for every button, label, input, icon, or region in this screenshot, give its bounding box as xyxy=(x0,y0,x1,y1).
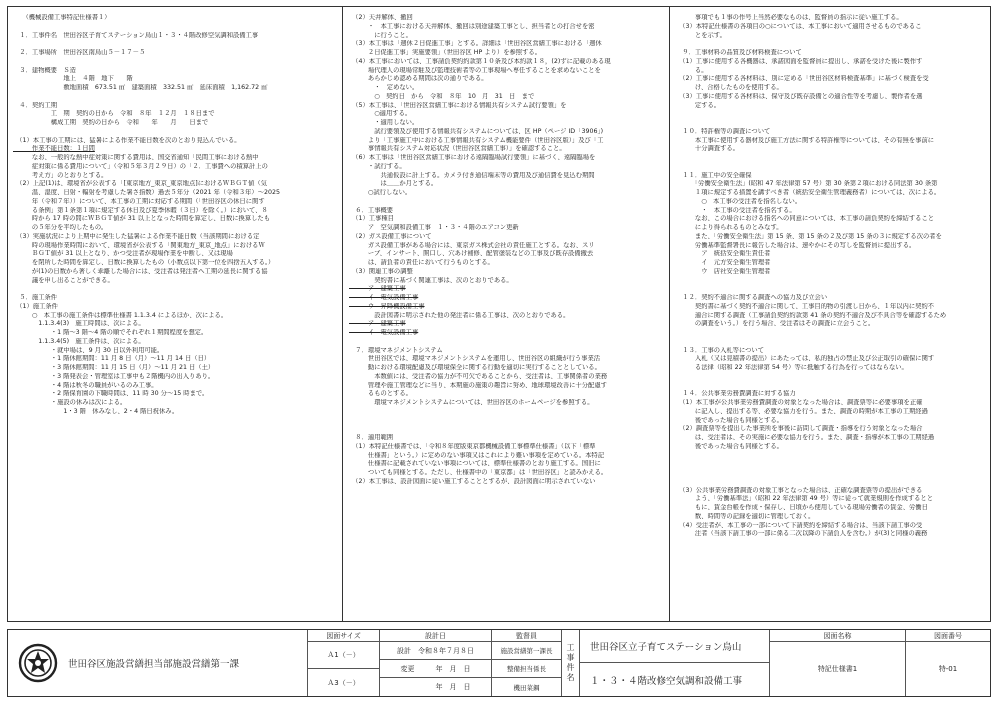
spec-line xyxy=(676,329,985,338)
spec-line: 本工事に使用する器材及び施工方法に関する特許権等については、その有無を事前に xyxy=(676,136,935,144)
spec-line xyxy=(676,373,985,382)
spec-line xyxy=(349,338,663,347)
spec-line: 症対策に係る費用について」（令和５年３月２９日）の「２．工事費への積算計上の xyxy=(13,162,268,170)
spec-line: 世田谷区では、環境マネジメントシステムを運用し、世田谷区の組織が行う事業活 xyxy=(349,355,601,363)
spec-line: １０．特許権等の調査について xyxy=(676,127,771,135)
change-date-2: 年 月 日 xyxy=(380,678,492,696)
spec-line: 動における環境配慮及び環境保全に関する行動を適切に実行することとしている。 xyxy=(349,364,601,371)
spec-line xyxy=(676,40,985,49)
spec-line: 作業不能日数：１日間 xyxy=(13,145,95,153)
spec-line: ウ 店社安全衛生管理者 xyxy=(676,267,771,275)
spec-line: （2）ガス設備工事について xyxy=(349,232,432,240)
spec-line xyxy=(676,469,985,478)
spec-line: を閉所した時間を算定し、日数に換算したもの（小数点以下第一位を四捨五入する。） xyxy=(13,259,275,266)
spec-line: 仕様書」という。）に定めのない事項又はこれにより難い事項を定めている。本特記 xyxy=(349,451,605,459)
spec-line: （2）工事に使用する各材料は、別に定める「世田谷区材料検査基準」に基づく検査を受 xyxy=(676,75,929,83)
spec-line: （4）受注者が、本工事の一部について下請契約を締結する場合は、当該下請工事の受 xyxy=(676,521,923,529)
spec-line: ４．契約工期 xyxy=(13,101,58,109)
spec-line: １２．契約不適合に関する調査への協力及び立会い xyxy=(676,294,828,301)
spec-line xyxy=(349,408,663,417)
spec-line: ３．建物概要 Ｓ造 xyxy=(13,66,76,74)
spec-line: 後であった場合も同様とする。 xyxy=(676,416,783,424)
drawing-number-label: 図面番号 xyxy=(906,630,990,642)
spec-line: ２．工事場所 世田谷区南烏山５－１７－５ xyxy=(13,49,146,56)
spec-line: 設計図書に明示された他の発注者に係る工事は、次のとおりである。 xyxy=(349,311,570,319)
project-line-1 xyxy=(580,630,770,663)
spec-line: 後であった場合も同様とする。 xyxy=(676,442,783,450)
spec-line: なお、一般的な熱中症対策に関する費用は、国交省通知「民間工事における熱中 xyxy=(13,154,259,161)
spec-line: ア 空気調和設備工事 １・３・４階のエアコン更新 xyxy=(349,224,519,231)
spec-line: （2）調査票等を提出した事業所を事後に訪問して調査・指導を行う対象となった場合 xyxy=(676,425,923,433)
spec-line: ○ 本工事の施工条件は標準仕様書 1.1.3.4 によるほか、次による。 xyxy=(13,311,228,319)
spec-line: １３．工事の入札等について xyxy=(676,346,765,354)
spec-line: ２日促進工事」実施要領」（世田谷区 HP より）を参照する。 xyxy=(349,49,541,56)
spec-line: （機械設備工事特記仕様書１） xyxy=(13,14,111,21)
spec-line: により得られるものとみなす。 xyxy=(676,224,783,231)
spec-line: 本数値には、受注者の協力が不可欠であることから、受注者は、工事関係者の業務 xyxy=(349,372,608,380)
spec-line: ＢＧＴ値が 31 以上となり、かつ受注者が現場作業を中断し、又は現場 xyxy=(13,250,233,258)
spec-line: 管理や施工管理などに当り、本期施の施策の趣旨に努め、地球環境改善に十分配慮す xyxy=(349,381,607,389)
spec-line: 時の現場作業時間において、環境省が公表する「関東地方_東京_地点」におけるＷ xyxy=(13,241,265,249)
spec-line: もに、賃金台帳を作成・保存し、日頃から使用している現場労働者の賃金、労働日 xyxy=(676,504,928,511)
spec-line: （5）本工事は、「世田谷区営繕工事における情報共有システム試行要領」を xyxy=(349,101,567,109)
spec-line: ・3 階発表会・管理室は工事中も２階機内の出入りあり。 xyxy=(13,372,215,380)
project-line-2 xyxy=(580,663,770,696)
spec-line: 「労働安全衛生法」(昭和 47 年法律第 57 号）第 30 条第２項における同法第 30 条第 xyxy=(676,180,938,188)
spec-line: る法律（昭和 22 年法律第 54 号）等に抵触する行為を行ってはならない。 xyxy=(676,364,908,371)
spec-line: （3）実施状況により上期中に発生した猛暑による作業不能日数（当該期間における定 xyxy=(13,232,260,240)
spec-line xyxy=(349,198,663,207)
spec-line: また、「労働安全衛生法」第 15 条、第 15 条の２及び第 15 条の３に規定する次の者を xyxy=(676,232,942,240)
spec-line xyxy=(676,119,985,128)
spec-line: 議を申し出ることができる。 xyxy=(13,276,114,284)
spec-line: ガス設備工事がある場合には、東京ガス株式会社の責任施工とする。なお、スリ xyxy=(349,241,595,249)
spec-line: （3）本特記仕様書の各項目の○については、本工事において適用させるものであるこ xyxy=(676,22,922,30)
spec-line: 年（令和７年））について、本工事の工期に対応する期間（「世田谷区の休日に関す xyxy=(13,197,265,205)
size-label: 図面サイズ xyxy=(308,630,380,642)
spec-line: （3）本工事は「週休２日促進工事」とする。詳細は「世田谷区営繕工事における「週休 xyxy=(349,40,602,48)
spec-line: 労働基準監督署長に報告した場合は、速やかにその写しを監督員に提出する。 xyxy=(676,241,916,249)
spec-line: が(1)の日数から著しく乖離した場合には、受注者は発注者へ工期の延長に関する協 xyxy=(13,267,268,275)
spec-line: （2）上記(1)は、環境省が公表する「[東京地方_東京_東京地点]におけるＷＢＧＴ値（気 xyxy=(13,180,267,188)
spec-line: の調査をいう。）を行う場合、受注者はその調査に立会うこと。 xyxy=(676,320,875,328)
spec-line: ・ 定めない。 xyxy=(349,84,419,91)
spec-line: る条例」第１条第１項に規定する休日及び夏季休暇（３日）を除く。）において、８ xyxy=(13,206,268,214)
spec-line: ア 統括安全衛生責任者 xyxy=(676,250,771,258)
spec-line: ○ 契約日 から 令和 ８年 10 月 31 日 まで xyxy=(349,92,535,100)
spec-line: ○適用する。 xyxy=(349,110,412,118)
spec-line: 場代理人の現場常駐及び監理技術者等の工事現場へ専任することを求めないことを xyxy=(349,66,601,74)
title-block xyxy=(7,629,991,697)
spec-line: （2）天井解体、撤回 xyxy=(349,14,413,21)
spec-line: あらかじめ認める期間は次の通りである。 xyxy=(349,75,488,83)
spec-line: 共通仮設に計上する。カメラ付き通信端末等の費用及び通信費を見込む期間 xyxy=(349,171,595,179)
spec-line xyxy=(676,163,985,172)
spec-line xyxy=(13,93,336,102)
supervisor-1: 施設営繕第一課長 xyxy=(492,642,562,660)
setagaya-seal-icon xyxy=(18,643,58,683)
project-name-2: １・３・４階改修空気調和設備工事 xyxy=(590,675,743,687)
supervisor-2: 整備担当係長 xyxy=(492,660,562,678)
spec-line: ア 建築工事 xyxy=(349,320,406,328)
spec-line: るものとする。 xyxy=(349,390,412,398)
spec-column-2 xyxy=(343,6,670,622)
office-name: 世田谷区施設営繕担当部施設営繕第一課 xyxy=(68,659,240,670)
spec-line: イ 電気設備工事 xyxy=(349,294,419,301)
spec-line: ・試行する。 xyxy=(349,162,406,170)
spec-line: 構成工期 契約の日から 令和 年 月 日まで xyxy=(13,119,209,126)
spec-line xyxy=(676,478,985,487)
drawing-number: 特-01 xyxy=(938,665,958,673)
size-a1: Ａ1（－） xyxy=(308,642,380,669)
spec-line: に行うこと。 xyxy=(349,31,412,39)
spec-line: 1.1.3.4(3) 施工時間は、次による。 xyxy=(13,320,145,328)
spec-line: （2）本工事は、設計図面に従い施工することとするが、設計図面に明示されていない xyxy=(349,477,596,485)
spec-column-3 xyxy=(670,6,991,622)
spec-line: １１．施工中の安全確保 xyxy=(676,171,752,179)
spec-line: 試行要領及び使用する情報共有システムについては、区 HP（ページ ID「3906」) xyxy=(349,127,604,135)
spec-line: １４．公共事業労務費調査に対する協力 xyxy=(676,390,796,398)
spec-line: 十分調査する。 xyxy=(676,145,739,153)
spec-line xyxy=(676,460,985,469)
spec-line xyxy=(13,23,336,32)
spec-line xyxy=(676,382,985,391)
spec-line: とを示す。 xyxy=(676,31,726,39)
spec-line: （1）工事に使用する各機器は、承諾図面を監督員に提出し、承諾を受けた後に製作す xyxy=(676,57,923,65)
spec-line: （3）公共事業労務費調査の対象工事となった場合は、正確な調査票等の提出ができる xyxy=(676,486,923,494)
spec-line: 事項でも１事の作号上当然必要なものは、監督員の指示に従い施工する。 xyxy=(676,14,903,21)
spec-line: ・ 本工事における天井解体、撤回は別途建築工事とし、担当者との打合せを密 xyxy=(349,22,595,30)
spec-line xyxy=(676,154,985,163)
design-date: 設計 令和８年７月８日 xyxy=(380,642,492,660)
spec-line: よう、「労働基準法」（昭和 22 年法律第 49 号）等に従って就業規則を作成するとと xyxy=(676,495,934,503)
spec-line xyxy=(676,452,985,461)
spec-line: ７．環境マネジメントシステム xyxy=(349,346,443,354)
spec-line: 適合に関する調査（工事請負契約約款第 41 条の契約不適合及び不具合等を確認するため xyxy=(676,311,947,319)
spec-line: 注者（当該下請工事の一部に係る二次以降の下請負人を含む。）が(3)と同様の義務 xyxy=(676,530,928,538)
spec-line: １項に規定する措置を講ずべき者（統括安全衛生管理義務者）については、次による。 xyxy=(676,189,941,196)
spec-line: （3）工事に使用する各材料は、保守及び既存設備との適合性等を考慮し、製作者を選 xyxy=(676,92,923,100)
spec-line: （1）施工条件 xyxy=(13,302,58,310)
spec-line: （6）本工事は「世田谷区営繕工事における遠隔臨場試行要領」に基づく、遠隔臨場を xyxy=(349,154,596,161)
spec-line: ・4 階は秋冬の職員がいるのみ工事。 xyxy=(13,381,158,389)
spec-line: （3）関連工事の調整 xyxy=(349,267,413,275)
spec-line xyxy=(349,417,663,426)
spec-line: ・就中場は、9 月 30 日以外利用可能。 xyxy=(13,346,164,354)
spec-line: の５年分を平均したもの。 xyxy=(13,224,108,231)
spec-line: る。 xyxy=(676,66,708,74)
spec-line: 考え方」のとおりとする。 xyxy=(13,171,108,179)
spec-line: 事情報共有システム対応状況（世田谷区営繕工事）」を確認すること。 xyxy=(349,145,566,153)
spec-line: は、受注者は、その実施に必要な協力を行う。また、調査・指導が本工事の工期経過 xyxy=(676,434,935,441)
spec-column-1 xyxy=(7,6,343,622)
spec-line xyxy=(349,425,663,434)
design-date-label: 設計日 xyxy=(380,630,492,642)
supervisor-label: 監督員 xyxy=(492,630,562,642)
spec-line: は、請負者の責任において行うものとする。 xyxy=(349,259,494,266)
spec-line: 仕様書に記載されていない事項については、標準仕様書のとおり施工する。国旧に xyxy=(349,460,601,468)
spec-line: ーブ、インサート、開口し、穴あけ補修、配管塗装などの工事及び既存設備撤去 xyxy=(349,250,594,258)
spec-line: ・施設の休みは次による。 xyxy=(13,399,127,406)
spec-line: （1）本工事の工期には、猛暑による作業不能日数を次のとおり見込んでいる。 xyxy=(13,136,241,144)
spec-line: ・1 階～3 階～4 階の順でそれぞれ１期間程度を想定。 xyxy=(13,329,208,336)
office-cell xyxy=(8,630,308,696)
spec-line: ○試行しない。 xyxy=(349,189,412,196)
spec-line: ウ 昇降機設備工事 xyxy=(349,302,425,310)
spec-line: は＿＿か月とする。 xyxy=(349,180,438,188)
spec-line: （1）工事種目 xyxy=(349,215,394,223)
drawing-name-label: 図面名称 xyxy=(770,630,906,642)
spec-line: 契約書に基づく関連工事は、次のとおりである。 xyxy=(349,276,513,284)
spec-line: ・適用しない。 xyxy=(349,119,419,126)
spec-line: ・2 階保育園の下職時間は、11 時 30 分～15 時まで。 xyxy=(13,390,209,398)
spec-line: 契約書に基づく契約不適合に関して、工事目的物の引渡し日から、１年以内に契約不 xyxy=(676,302,935,310)
spec-line: （1）本工事が公共事業労務費調査の対象となった場合は、調査票等に必要事項を正確 xyxy=(676,399,923,406)
spec-line: なお、この場合における指名への同意については、本工事の請負契約を締結すること xyxy=(676,215,935,223)
supervisor-3: 機田菜鋼 xyxy=(492,678,562,696)
spec-line: ついても同様とする。ただし、仕様書中の「東京都」は「世田谷区」と読みかえる。 xyxy=(349,469,608,476)
spec-line: ９．工事材料の品質及び材料検査について xyxy=(676,49,802,56)
spec-line xyxy=(676,285,985,294)
spec-line: 敷地面積 673.51 ㎡ 建築面積 332.51 ㎡ 延床面積 1,162.72 ㎡ xyxy=(13,84,268,91)
spec-line: １．工事件名 世田谷区子育てステーション烏山１・３・４階改修空気調和設備工事 xyxy=(13,31,259,39)
spec-line: 1.1.3.4(5) 施工条件は、次による。 xyxy=(13,337,145,345)
spec-line: 入札（又は見積書の提出）にあたっては、私的独占の禁止及び公正取引の確保に関す xyxy=(676,355,935,363)
spec-line: より「工事施工中における工事情報共有システム機能要件（世田谷区版）」及び「工 xyxy=(349,136,604,144)
project-vertical-label xyxy=(562,630,580,696)
spec-line: ・3 階休館期間：11 月 15 日（月）～11 月 21 日（土） xyxy=(13,364,215,371)
spec-line xyxy=(676,338,985,347)
spec-line: 工 期 契約の日から 令和 ８年 １２月 １８日まで xyxy=(13,110,215,118)
spec-line: ・ 本工事の受注者を指名する。 xyxy=(676,206,796,214)
spec-line: 地上 ４階 地下 階 xyxy=(13,75,133,83)
spec-line: 環境マネジメントシステムについては、世田谷区のホームページを参照する。 xyxy=(349,399,594,406)
spec-line: に記入し、提出する等、必要な協力を行う。また、調査の時期が本工事の工期経過 xyxy=(676,407,928,415)
spec-line xyxy=(676,277,985,286)
spec-line xyxy=(13,285,336,294)
change-date-1: 変更 年 月 日 xyxy=(380,660,492,678)
spec-line: ６．工事概要 xyxy=(349,206,394,214)
spec-line: ５．施工条件 xyxy=(13,294,58,301)
spec-line xyxy=(13,58,336,67)
spec-line xyxy=(676,110,985,119)
spec-line: け、合格したものを使用する。 xyxy=(676,84,783,91)
spec-line: 数、時間等の記録を適切に管理しておく。 xyxy=(676,512,815,520)
spec-line: 定する。 xyxy=(676,101,721,109)
spec-line: （4）本工事においては、工事請負契約約款第１０条及び本約款１８，(2)ずに記載のある現 xyxy=(349,57,611,65)
spec-line: 1・3 階 休みなし、2・4 階日祝休み。 xyxy=(13,407,179,415)
project-vertical-text: 工事件名 xyxy=(566,643,575,683)
size-a3: Ａ3（－） xyxy=(308,669,380,696)
spec-line: ８．適用範囲 xyxy=(349,434,394,441)
spec-line: ・1 階休館期間：11 月 8 日（月）～11 月 14 日（日） xyxy=(13,355,211,363)
spec-line: イ 元方安全衛生管理者 xyxy=(676,259,771,266)
spec-line xyxy=(13,40,336,49)
spec-line xyxy=(13,128,336,137)
spec-line: ○ 本工事の受注者を指名しない。 xyxy=(676,197,802,205)
drawing-name: 特記仕様書1 xyxy=(770,642,906,696)
spec-line: 時から 17 時の間にＷＢＧＴ値が 31 以上となった時間を算定し、日数に換算したも xyxy=(13,215,271,223)
spec-line: （1）本特記仕様書では、「令和８年度版東京都機械設備工事標準仕様書」（以下「標準 xyxy=(349,442,596,450)
spec-line: 温、湿度、日射・輻射を考慮した暑さ指数）過去５年分（2021 年（令和３年）～2025 xyxy=(13,189,281,196)
spec-line: ア 建築工事 xyxy=(349,285,406,293)
project-name-1: 世田谷区立子育てステーション烏山 xyxy=(590,642,742,653)
spec-line: イ 電気設備工事 xyxy=(349,329,419,336)
